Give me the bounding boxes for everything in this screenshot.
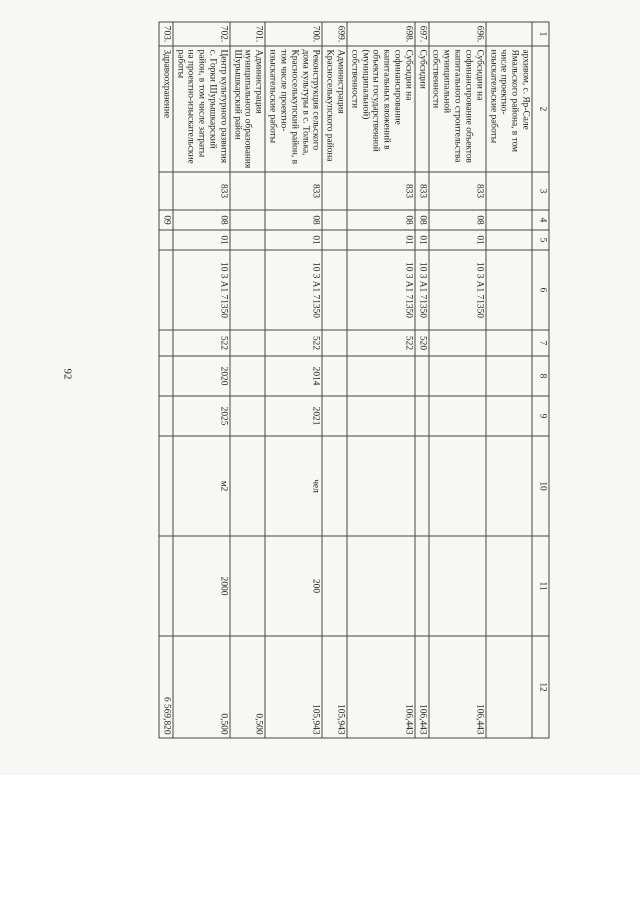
- table-cell-col3: [230, 172, 265, 210]
- table-cell-col6: [486, 250, 532, 330]
- table-cell-col8: [322, 356, 347, 396]
- table-cell-col11: [322, 536, 347, 636]
- table-cell-col1: 698.: [347, 22, 415, 46]
- table-cell-col3: 833: [347, 172, 415, 210]
- table-row: [173, 22, 230, 738]
- table-cell-col12: 106,443: [429, 636, 486, 738]
- table-cell-col3: 833: [429, 172, 486, 210]
- table-cell-col6: [230, 250, 265, 330]
- table-cell-col5: [322, 230, 347, 250]
- table-cell-col8: 2014: [265, 356, 322, 396]
- header-cell: 12: [532, 636, 549, 738]
- header-cell: 1: [532, 22, 549, 46]
- table-cell-col3: [159, 172, 173, 210]
- table-cell-col11: [230, 536, 265, 636]
- table-cell-col7: 522: [173, 330, 230, 356]
- table-cell-col2: Здравоохранение: [159, 46, 173, 172]
- table-cell-col11: [159, 536, 173, 636]
- table-cell-col4: [486, 210, 532, 230]
- table-cell-col9: [486, 396, 532, 436]
- table-cell-col9: [429, 396, 486, 436]
- table-cell-col10: чел: [265, 436, 322, 536]
- table-cell-col8: [347, 356, 415, 396]
- table-cell-col10: м2: [173, 436, 230, 536]
- table-cell-col10: [230, 436, 265, 536]
- table-cell-col5: 01: [265, 230, 322, 250]
- table-cell-col12: 6 569,820: [159, 636, 173, 738]
- table-cell-col11: [429, 536, 486, 636]
- table-cell-col3: 833: [173, 172, 230, 210]
- table-cell-col11: 200: [265, 536, 322, 636]
- table-cell-col2: Субсидии на софинансирование капитальных вложений в объекты государственной (муниципальной) собственности: [347, 46, 415, 172]
- table-cell-col5: [486, 230, 532, 250]
- table-container: [98, 22, 610, 738]
- table-cell-col4: [230, 210, 265, 230]
- header-cell: 8: [532, 356, 549, 396]
- table-row: [429, 22, 486, 738]
- table-cell-col3: 833: [415, 172, 429, 210]
- table-cell-col5: 01: [347, 230, 415, 250]
- table-cell-col10: [486, 436, 532, 536]
- page-number: 92: [61, 368, 74, 380]
- table-cell-col7: 522: [347, 330, 415, 356]
- header-cell: 11: [532, 536, 549, 636]
- table-cell-col2: Реконструкция сельского дома культуры в с. Толька, Красноселькупский район, в том числе проектно-изыскательские работы: [265, 46, 322, 172]
- table-cell-col1: 702.: [173, 22, 230, 46]
- table-cell-col9: [230, 396, 265, 436]
- table-row: [322, 22, 347, 738]
- table-cell-col8: [486, 356, 532, 396]
- table-row: [159, 22, 173, 738]
- table-cell-col12: 106,443: [415, 636, 429, 738]
- table-cell-col2: Субсидии на софинансирование объектов капитального строительства муниципальной собственности: [429, 46, 486, 172]
- table-cell-col1: 699.: [322, 22, 347, 46]
- table-cell-col2: Центр культурного развития с. Горки Шурышкарский район, в том числе затраты на проектно-изыскательские работы: [173, 46, 230, 172]
- table-row: [265, 22, 322, 738]
- table-cell-col12: 105,943: [322, 636, 347, 738]
- table-cell-col3: 833: [265, 172, 322, 210]
- table-cell-col6: [159, 250, 173, 330]
- table-cell-col5: 01: [429, 230, 486, 250]
- table-cell-col1: [486, 22, 532, 46]
- table-cell-col7: [159, 330, 173, 356]
- table-cell-col10: [322, 436, 347, 536]
- table-row: [230, 22, 265, 738]
- table-cell-col1: 701.: [230, 22, 265, 46]
- table-cell-col3: [486, 172, 532, 210]
- table-cell-col8: [230, 356, 265, 396]
- table-cell-col8: [159, 356, 173, 396]
- table-cell-col1: 700.: [265, 22, 322, 46]
- table-cell-col10: [415, 436, 429, 536]
- table-cell-col10: [347, 436, 415, 536]
- table-cell-col11: [415, 536, 429, 636]
- table-cell-col8: [415, 356, 429, 396]
- table-cell-col11: [486, 536, 532, 636]
- table-cell-col12: 0,500: [173, 636, 230, 738]
- table-row: [486, 22, 532, 738]
- table-cell-col9: 2021: [265, 396, 322, 436]
- table-cell-col7: 520: [415, 330, 429, 356]
- table-cell-col12: [486, 636, 532, 738]
- table-row: [347, 22, 415, 738]
- table-cell-col11: [347, 536, 415, 636]
- header-cell: 10: [532, 436, 549, 536]
- table-cell-col1: 703.: [159, 22, 173, 46]
- header-cell: 4: [532, 210, 549, 230]
- header-row: [532, 22, 549, 738]
- table-cell-col4: 08: [173, 210, 230, 230]
- table-cell-col7: 522: [265, 330, 322, 356]
- table-cell-col5: [159, 230, 173, 250]
- table-cell-col2: Администрация муниципального образования Шурышкарский район: [230, 46, 265, 172]
- table-cell-col3: [322, 172, 347, 210]
- header-cell: 3: [532, 172, 549, 210]
- table-cell-col7: [429, 330, 486, 356]
- table-cell-col6: 10 3 А1 71350: [265, 250, 322, 330]
- table-cell-col5: [230, 230, 265, 250]
- table-row: [415, 22, 429, 738]
- table-cell-col2: Субсидии: [415, 46, 429, 172]
- table-cell-col10: [429, 436, 486, 536]
- table-cell-col11: 2000: [173, 536, 230, 636]
- table-cell-col7: [486, 330, 532, 356]
- budget-table: [159, 22, 550, 739]
- table-cell-col9: [159, 396, 173, 436]
- table-cell-col6: 10 3 А1 71350: [347, 250, 415, 330]
- table-cell-col4: 08: [347, 210, 415, 230]
- table-cell-col6: 10 3 А1 71350: [429, 250, 486, 330]
- table-cell-col2: архивом, с. Яр-Сале Ямальского района, в том числе проектно-изыскательские работы: [486, 46, 532, 172]
- table-cell-col10: [159, 436, 173, 536]
- table-cell-col9: [347, 396, 415, 436]
- table-cell-col7: [322, 330, 347, 356]
- table-cell-col12: 106,443: [347, 636, 415, 738]
- table-cell-col12: 105,943: [265, 636, 322, 738]
- table-cell-col6: 10 3 А1 71350: [173, 250, 230, 330]
- table-cell-col5: 01: [173, 230, 230, 250]
- table-cell-col7: [230, 330, 265, 356]
- table-cell-col4: 08: [415, 210, 429, 230]
- table-cell-col9: [415, 396, 429, 436]
- table-cell-col1: 697.: [415, 22, 429, 46]
- table-cell-col6: [322, 250, 347, 330]
- header-cell: 9: [532, 396, 549, 436]
- table-cell-col9: 2025: [173, 396, 230, 436]
- table-cell-col4: 09: [159, 210, 173, 230]
- header-cell: 7: [532, 330, 549, 356]
- header-cell: 2: [532, 46, 549, 172]
- table-cell-col8: [429, 356, 486, 396]
- table-cell-col4: 08: [265, 210, 322, 230]
- header-cell: 6: [532, 250, 549, 330]
- table-cell-col4: 08: [429, 210, 486, 230]
- table-cell-col4: [322, 210, 347, 230]
- table-cell-col2: Администрация Красноселькупского района: [322, 46, 347, 172]
- table-cell-col12: 0,500: [230, 636, 265, 738]
- header-cell: 5: [532, 230, 549, 250]
- table-cell-col1: 696.: [429, 22, 486, 46]
- table-cell-col6: 10 3 А1 71350: [415, 250, 429, 330]
- table-cell-col5: 01: [415, 230, 429, 250]
- table-cell-col9: [322, 396, 347, 436]
- table-cell-col8: 2020: [173, 356, 230, 396]
